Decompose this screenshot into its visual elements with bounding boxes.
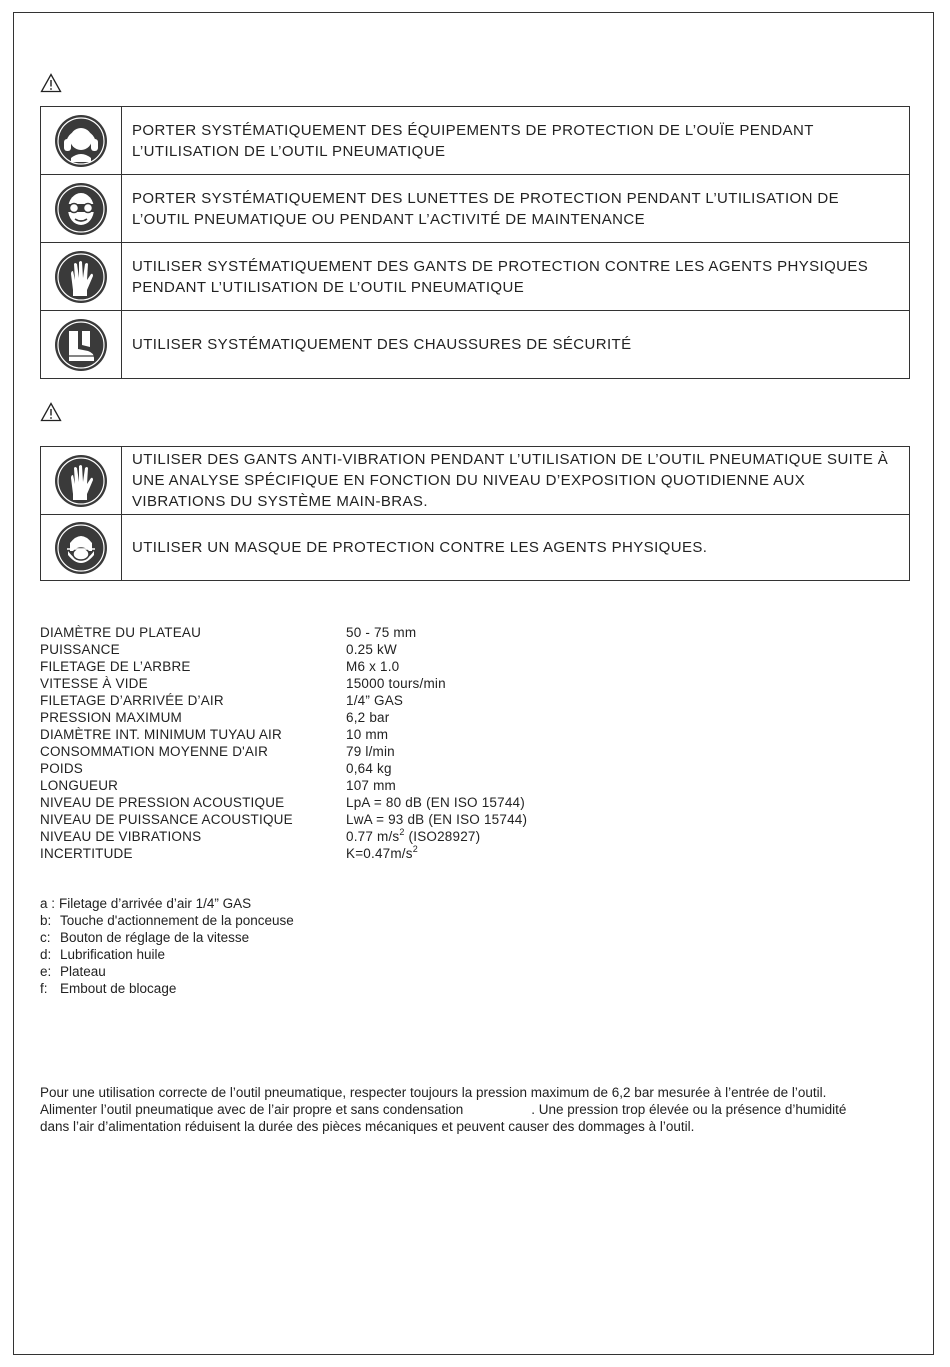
spec-label: POIDS <box>40 761 84 776</box>
ppe-row <box>41 175 910 243</box>
part-text: Plateau <box>60 964 106 979</box>
ppe-text: PORTER SYSTÉMATIQUEMENT DES LUNETTES DE PROTECTION PENDANT L’UTILISATION DE L’OUTIL PNEUMATIQUE OU PENDANT L’ACTIVITÉ DE MAINTENANCE <box>122 175 910 243</box>
anti-vibration-gloves-icon <box>54 454 108 508</box>
part-item <box>40 963 294 980</box>
spec-row <box>40 794 527 811</box>
part-item <box>40 946 294 963</box>
ppe-text: UTILISER UN MASQUE DE PROTECTION CONTRE LES AGENTS PHYSIQUES. <box>122 515 910 581</box>
parts-legend <box>40 895 294 997</box>
part-letter: a : <box>40 896 56 911</box>
ppe-text: PORTER SYSTÉMATIQUEMENT DES ÉQUIPEMENTS DE PROTECTION DE L’OUÏE PENDANT L’UTILISATION DE L’OUTIL PNEUMATIQUE <box>122 107 910 175</box>
ppe-text: UTILISER SYSTÉMATIQUEMENT DES GANTS DE PROTECTION CONTRE LES AGENTS PHYSIQUES PENDANT L’UTILISATION DE L’OUTIL PNEUMATIQUE <box>122 243 910 311</box>
spec-row <box>40 743 527 760</box>
warning-triangle-icon <box>40 402 62 422</box>
spec-row <box>40 828 527 845</box>
ppe-row <box>41 107 910 175</box>
paragraph-line: Pour une utilisation correcte de l’outil pneumatique, respecter toujours la pression maximum de 6,2 bar mesurée à l’entrée de l’outil. <box>40 1085 827 1100</box>
spec-row <box>40 811 527 828</box>
dust-mask-icon <box>54 521 108 575</box>
ear-protection-icon <box>54 114 108 168</box>
part-item <box>40 912 294 929</box>
spec-label: INCERTITUDE <box>40 846 133 861</box>
spec-value: M6 x 1.0 <box>346 659 400 674</box>
spec-value-main: 0.77 m/s <box>346 829 400 844</box>
ppe-text: UTILISER SYSTÉMATIQUEMENT DES CHAUSSURES DE SÉCURITÉ <box>122 311 910 379</box>
warning-triangle-icon <box>40 73 62 93</box>
spec-value: 50 - 75 mm <box>346 625 417 640</box>
spec-value: LwA = 93 dB (EN ISO 15744) <box>346 812 528 827</box>
safety-goggles-icon <box>54 182 108 236</box>
part-text: Touche d'actionnement de la ponceuse <box>60 913 294 928</box>
spec-row <box>40 675 527 692</box>
spec-row <box>40 760 527 777</box>
part-letter: e: <box>40 964 52 979</box>
spec-label: VITESSE À VIDE <box>40 676 148 691</box>
part-item <box>40 929 294 946</box>
spec-value: 107 mm <box>346 778 396 793</box>
spec-value-suffix: (ISO28927) <box>404 829 481 844</box>
spec-value: 15000 tours/min <box>346 676 446 691</box>
ppe-row <box>41 515 910 581</box>
spec-label: FILETAGE D’ARRIVÉE D’AIR <box>40 693 224 708</box>
part-letter: d: <box>40 947 52 962</box>
air-supply-paragraph <box>40 1084 915 1135</box>
protective-gloves-icon <box>54 250 108 304</box>
spec-label: DIAMÈTRE INT. MINIMUM TUYAU AIR <box>40 727 282 742</box>
spec-value: 0,64 kg <box>346 761 392 776</box>
spec-value: LpA = 80 dB (EN ISO 15744) <box>346 795 525 810</box>
spec-row <box>40 692 527 709</box>
spec-value: 6,2 bar <box>346 710 390 725</box>
spec-row <box>40 726 527 743</box>
spec-row <box>40 658 527 675</box>
spec-value: 1/4” GAS <box>346 693 404 708</box>
paragraph-line <box>40 1101 915 1118</box>
spec-value-exponent: 2 <box>412 843 418 854</box>
ppe-row <box>41 447 910 515</box>
spec-row <box>40 709 527 726</box>
spec-value <box>346 828 480 845</box>
spec-label: CONSOMMATION MOYENNE D'AIR <box>40 744 269 759</box>
part-text: Filetage d’arrivée d’air 1/4” GAS <box>59 896 252 911</box>
spec-row <box>40 845 527 862</box>
spec-value <box>346 845 418 862</box>
spec-row <box>40 624 527 641</box>
spec-label: NIVEAU DE VIBRATIONS <box>40 829 202 844</box>
part-letter: c: <box>40 930 51 945</box>
part-text: Embout de blocage <box>60 981 177 996</box>
spec-label: DIAMÈTRE DU PLATEAU <box>40 625 202 640</box>
ppe-table-mandatory <box>40 106 910 379</box>
part-item <box>40 895 294 912</box>
paragraph-line: dans l’air d’alimentation réduisent la durée des pièces mécaniques et peuvent causer des dommages à l’outil. <box>40 1119 695 1134</box>
specifications-list <box>40 624 527 862</box>
ppe-table-recommended <box>40 446 910 581</box>
spec-value: 79 l/min <box>346 744 395 759</box>
spec-label: PUISSANCE <box>40 642 120 657</box>
part-letter: f: <box>40 981 48 996</box>
spec-label: NIVEAU DE PUISSANCE ACOUSTIQUE <box>40 812 293 827</box>
spec-row <box>40 777 527 794</box>
spec-value: 10 mm <box>346 727 389 742</box>
spec-label: LONGUEUR <box>40 778 119 793</box>
spec-label: FILETAGE DE L’ARBRE <box>40 659 191 674</box>
ppe-text: UTILISER DES GANTS ANTI-VIBRATION PENDANT L’UTILISATION DE L’OUTIL PNEUMATIQUE SUITE À UNE ANALYSE SPÉCIFIQUE EN FONCTION DU NIVEAU D’EXPOSITION QUOTIDIENNE AUX VIBRATIONS DU SYSTÈME MAIN-BRAS. <box>122 447 910 515</box>
spec-label: PRESSION MAXIMUM <box>40 710 182 725</box>
safety-boots-icon <box>54 318 108 372</box>
spec-value-main: K=0.47m/s <box>346 846 413 861</box>
spec-value-exponent: 2 <box>399 826 405 837</box>
part-text: Lubrification huile <box>60 947 166 962</box>
part-letter: b: <box>40 913 52 928</box>
ppe-row <box>41 311 910 379</box>
paragraph-fragment: . Une pression trop élevée ou la présence d’humidité <box>531 1102 847 1117</box>
part-item <box>40 980 294 997</box>
part-text: Bouton de réglage de la vitesse <box>60 930 250 945</box>
spec-label: NIVEAU DE PRESSION ACOUSTIQUE <box>40 795 285 810</box>
paragraph-fragment: Alimenter l’outil pneumatique avec de l’air propre et sans condensation <box>40 1102 464 1117</box>
spec-value: 0.25 kW <box>346 642 397 657</box>
spec-row <box>40 641 527 658</box>
ppe-row <box>41 243 910 311</box>
